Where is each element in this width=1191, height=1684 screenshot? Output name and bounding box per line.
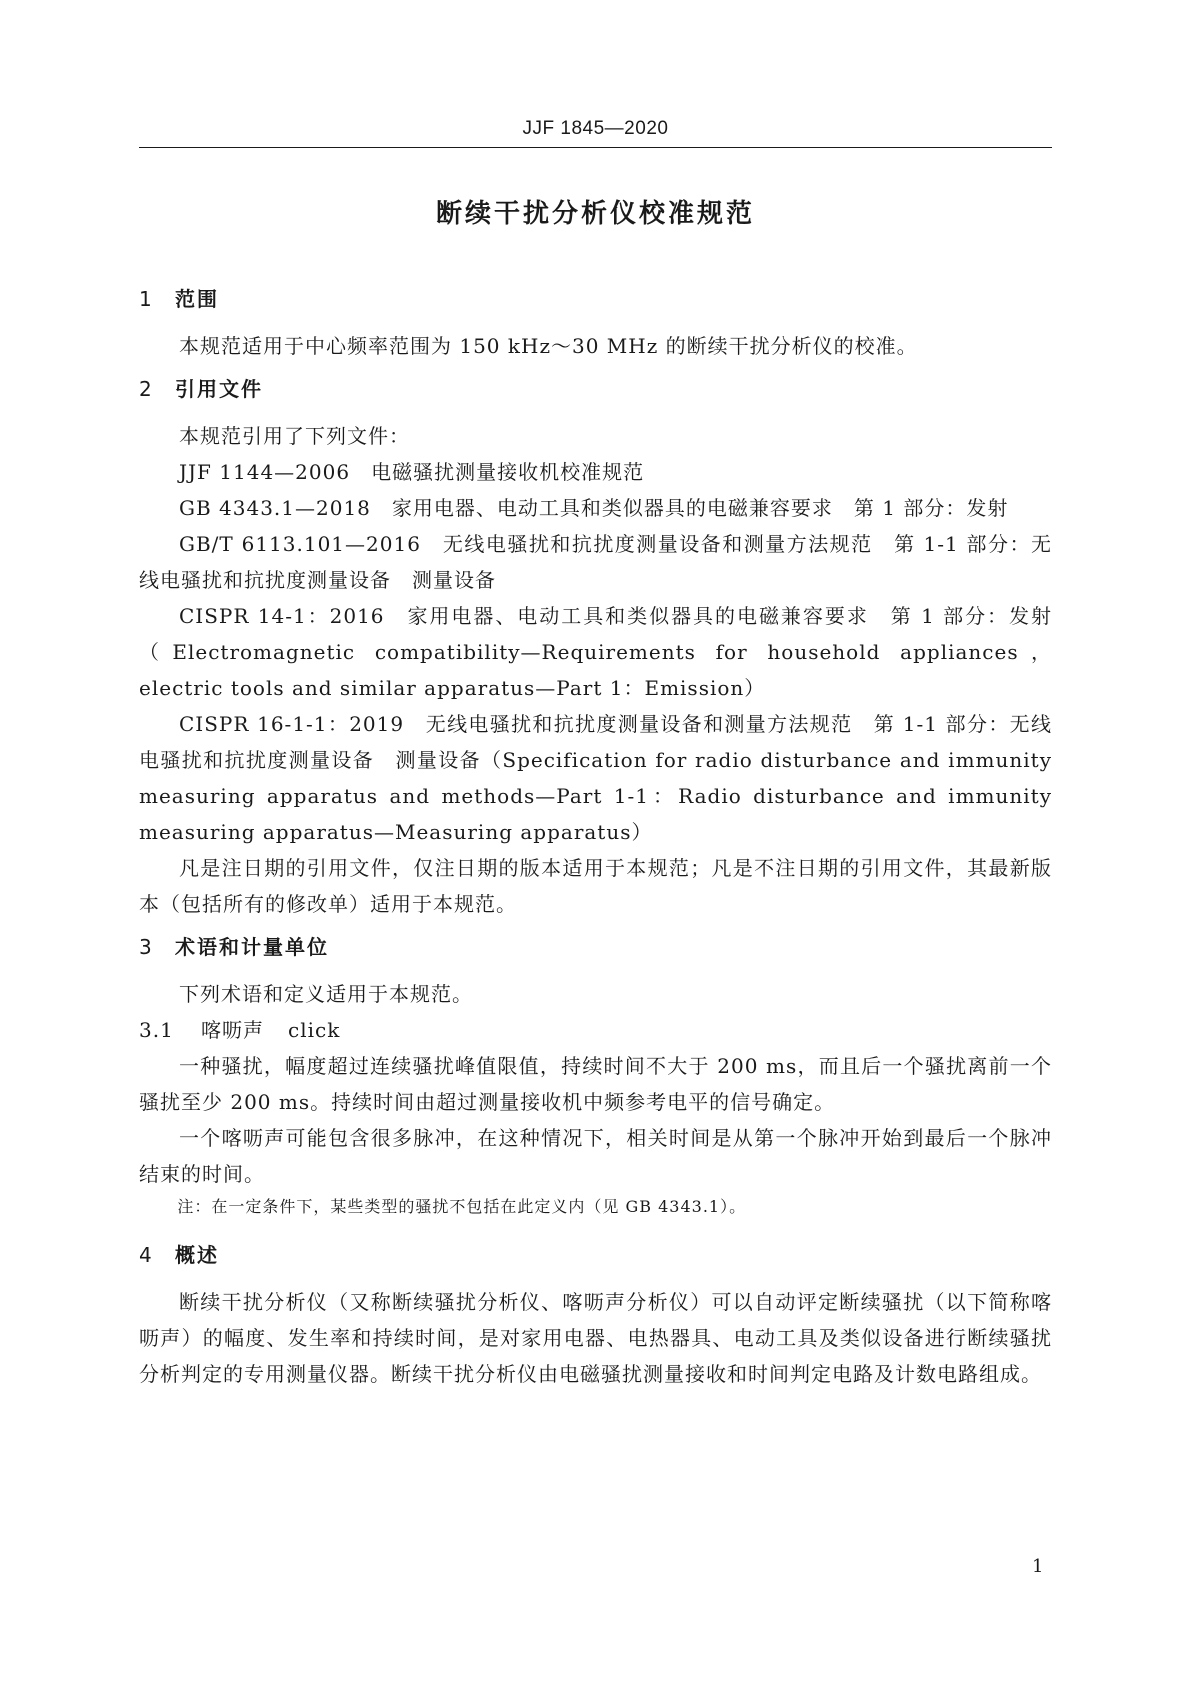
reference-item: CISPR 14-1：2016 家用电器、电动工具和类似器具的电磁兼容要求 第 1 部分：发射（Electromagnetic compatibility—Requirements for household appliances，electric tools and similar apparatus—Part 1：Emission） [139, 604, 1052, 700]
term-heading [139, 1012, 1052, 1048]
section-title: 概述 [175, 1243, 219, 1267]
running-header: JJF 1845—2020 [522, 118, 669, 139]
section-1-heading [139, 284, 1052, 314]
terms-intro: 下列术语和定义适用于本规范。 [179, 982, 473, 1006]
term-definition: 一种骚扰，幅度超过连续骚扰峰值限值，持续时间不大于 200 ms，而且后一个骚扰离前一个骚扰至少 200 ms。持续时间由超过测量接收机中频参考电平的信号确定。 [139, 1054, 1052, 1114]
section-number: 4 [139, 1243, 154, 1267]
term-note: 注：在一定条件下，某些类型的骚扰不包括在此定义内（见 GB 4343.1）。 [177, 1197, 747, 1216]
reference-item: CISPR 16-1-1：2019 无线电骚扰和抗扰度测量设备和测量方法规范 第 1-1 部分：无线电骚扰和抗扰度测量设备 测量设备（Specification for radio disturbance and immunity measuring apparatus and methods—Part 1-1：Radio disturbance and immunity measuring apparatus—Measuring apparatus） [139, 712, 1052, 844]
page-number: 1 [1032, 1556, 1044, 1577]
section-number: 1 [139, 287, 154, 311]
references-closing: 凡是注日期的引用文件，仅注日期的版本适用于本规范；凡是不注日期的引用文件，其最新版本（包括所有的修改单）适用于本规范。 [139, 856, 1052, 916]
term-definition: 一个喀呖声可能包含很多脉冲，在这种情况下，相关时间是从第一个脉冲开始到最后一个脉冲结束的时间。 [139, 1126, 1052, 1186]
reference-item: GB/T 6113.101—2016 无线电骚扰和抗扰度测量设备和测量方法规范 第 1-1 部分：无线电骚扰和抗扰度测量设备 测量设备 [139, 532, 1052, 592]
term-zh: 喀呖声 [201, 1018, 264, 1042]
section-4-paragraph: 断续干扰分析仪（又称断续骚扰分析仪、喀呖声分析仪）可以自动评定断续骚扰（以下简称喀呖声）的幅度、发生率和持续时间，是对家用电器、电热器具、电动工具及类似设备进行断续骚扰分析判定的专用测量仪器。断续干扰分析仪由电磁骚扰测量接收和时间判定电路及计数电路组成。 [139, 1290, 1052, 1386]
reference-item: GB 4343.1—2018 家用电器、电动工具和类似器具的电磁兼容要求 第 1 部分：发射 [179, 496, 1009, 520]
section-title: 术语和计量单位 [175, 935, 329, 959]
header-rule [139, 147, 1052, 148]
reference-item: JJF 1144—2006 电磁骚扰测量接收机校准规范 [179, 460, 645, 484]
section-4-heading [139, 1240, 1052, 1270]
section-title: 范围 [175, 287, 219, 311]
section-number: 2 [139, 377, 154, 401]
section-3-heading [139, 932, 1052, 962]
page-content [139, 196, 1052, 1392]
document-title: 断续干扰分析仪校准规范 [435, 199, 755, 229]
term-en: click [288, 1018, 341, 1042]
term-number: 3.1 [139, 1018, 174, 1042]
section-2-heading [139, 374, 1052, 404]
section-1-paragraph: 本规范适用于中心频率范围为 150 kHz～30 MHz 的断续干扰分析仪的校准。 [179, 334, 918, 358]
references-intro: 本规范引用了下列文件： [179, 424, 410, 448]
section-title: 引用文件 [175, 377, 263, 401]
section-number: 3 [139, 935, 154, 959]
